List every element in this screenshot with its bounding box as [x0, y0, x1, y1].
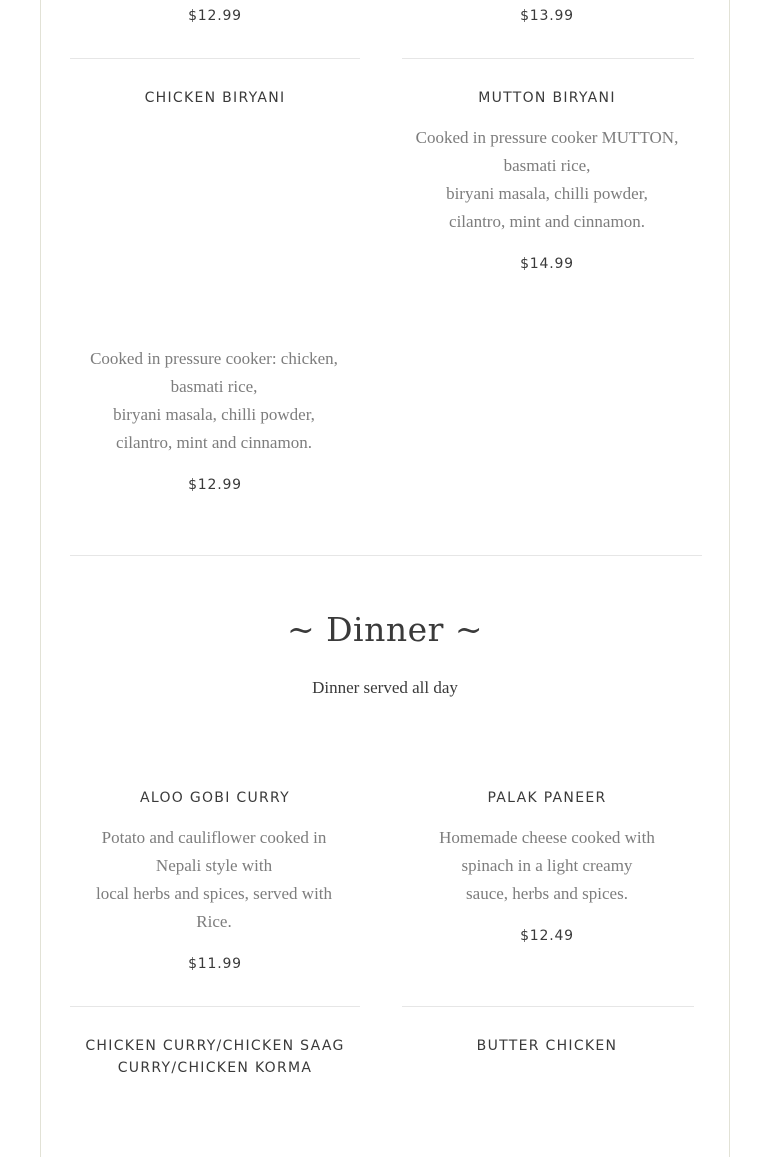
description-line: biryani masala, chilli powder, [446, 184, 648, 203]
menu-item-description [407, 824, 687, 908]
description-line: basmati rice, [503, 156, 591, 175]
menu-item-name: PALAK PANEER [487, 790, 607, 806]
description-line: Homemade cheese cooked with [439, 828, 655, 847]
item-divider [70, 58, 360, 59]
menu-item-name: ALOO GOBI CURRY [139, 790, 291, 806]
section-title: ~ Dinner ~ [286, 610, 484, 649]
description-line: cilantro, mint and cinnamon. [116, 433, 312, 452]
menu-item-name [70, 1035, 360, 1079]
item-divider [402, 58, 694, 59]
description-line: spinach in a light creamy [461, 856, 633, 875]
menu-item-price: $14.99 [520, 256, 574, 272]
description-line: sauce, herbs and spices. [466, 884, 628, 903]
item-divider [402, 1006, 694, 1007]
menu-item-price: $13.99 [520, 8, 574, 24]
menu-item-price: $12.99 [188, 477, 242, 493]
description-line: cilantro, mint and cinnamon. [449, 212, 645, 231]
menu-item-description [75, 824, 353, 936]
section-divider [70, 555, 702, 556]
description-line: local herbs and spices, served with [95, 884, 333, 903]
menu-item-price: $12.49 [520, 928, 574, 944]
menu-item-name: MUTTON BIRYANI [478, 90, 616, 106]
name-line: CHICKEN CURRY/CHICKEN SAAG [85, 1038, 345, 1054]
description-line: basmati rice, [170, 377, 258, 396]
description-line: Cooked in pressure cooker MUTTON, [415, 128, 679, 147]
description-line: Nepali style with [155, 856, 273, 875]
menu-item-price: $12.99 [188, 8, 242, 24]
menu-item-description [75, 345, 353, 457]
description-line: Cooked in pressure cooker: chicken, [90, 349, 338, 368]
name-line: CURRY/CHICKEN KORMA [117, 1060, 313, 1076]
menu-item-name: CHICKEN BIRYANI [144, 90, 286, 106]
description-line: biryani masala, chilli powder, [113, 405, 315, 424]
description-line: Rice. [196, 912, 232, 931]
menu-item-price: $11.99 [188, 956, 242, 972]
menu-item-name: BUTTER CHICKEN [476, 1038, 618, 1054]
description-line: Potato and cauliflower cooked in [101, 828, 327, 847]
section-subtitle: Dinner served all day [312, 678, 458, 697]
menu-item-description [407, 124, 687, 236]
item-divider [70, 1006, 360, 1007]
